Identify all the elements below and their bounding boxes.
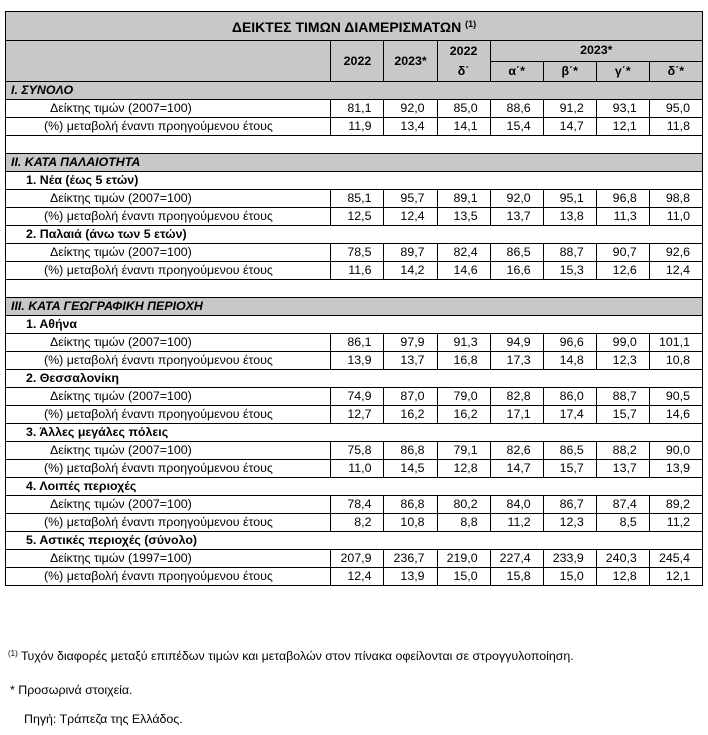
change-row: [6, 118, 703, 136]
value-cell: 11,8: [649, 118, 702, 136]
value-cell: 236,7: [384, 550, 437, 568]
value-cell: 86,5: [490, 244, 543, 262]
value-cell: 227,4: [490, 550, 543, 568]
value-cell: 12,3: [543, 514, 596, 532]
subsection-rest: 4. Λοιπές περιοχές: [6, 478, 703, 496]
price-index-table-container: [5, 11, 703, 586]
row-label: (%) μεταβολή έναντι προηγούμενου έτους: [6, 568, 331, 586]
index-row: [6, 244, 703, 262]
subsection-row: [6, 316, 703, 334]
value-cell: 207,9: [331, 550, 384, 568]
value-cell: 15,0: [543, 568, 596, 586]
value-cell: 8,2: [331, 514, 384, 532]
value-cell: 90,5: [649, 388, 702, 406]
header-quarter-4: δ΄*: [649, 61, 702, 82]
spacer-row: [6, 136, 703, 154]
row-label: (%) μεταβολή έναντι προηγούμενου έτους: [6, 118, 331, 136]
value-cell: 12,4: [331, 568, 384, 586]
value-cell: 89,1: [437, 190, 490, 208]
value-cell: 16,8: [437, 352, 490, 370]
value-cell: 12,8: [596, 568, 649, 586]
value-cell: 11,9: [331, 118, 384, 136]
value-cell: 14,5: [384, 460, 437, 478]
value-cell: 89,2: [649, 496, 702, 514]
section-region-title: III. ΚΑΤΑ ΓΕΩΓΡΑΦΙΚΗ ΠΕΡΙΟΧΗ: [6, 298, 703, 316]
header-q-2023-year: 2023*: [490, 41, 702, 62]
row-label: (%) μεταβολή έναντι προηγούμενου έτους: [6, 460, 331, 478]
value-cell: 12,1: [649, 568, 702, 586]
header-quarter-1: α΄*: [490, 61, 543, 82]
value-cell: 86,1: [331, 334, 384, 352]
section-total-title: I. ΣΥΝΟΛΟ: [6, 82, 703, 100]
row-label: Δείκτης τιμών (2007=100): [6, 100, 331, 118]
value-cell: 12,4: [649, 262, 702, 280]
value-cell: 16,2: [437, 406, 490, 424]
value-cell: 12,7: [331, 406, 384, 424]
value-cell: 11,0: [331, 460, 384, 478]
row-label: Δείκτης τιμών (2007=100): [6, 244, 331, 262]
value-cell: 87,4: [596, 496, 649, 514]
value-cell: 15,0: [437, 568, 490, 586]
index-row: [6, 334, 703, 352]
value-cell: 13,9: [649, 460, 702, 478]
value-cell: 88,6: [490, 100, 543, 118]
value-cell: 95,0: [649, 100, 702, 118]
value-cell: 88,7: [596, 388, 649, 406]
header-q-2022-year: 2022: [437, 41, 490, 62]
header-2023: 2023*: [384, 41, 437, 82]
change-row: [6, 568, 703, 586]
subsection-thessaloniki: 2. Θεσσαλονίκη: [6, 370, 703, 388]
row-label: Δείκτης τιμών (2007=100): [6, 496, 331, 514]
subsection-urban: 5. Αστικές περιοχές (σύνολο): [6, 532, 703, 550]
value-cell: 96,6: [543, 334, 596, 352]
row-label: Δείκτης τιμών (2007=100): [6, 190, 331, 208]
value-cell: 13,5: [437, 208, 490, 226]
footnote-rounding: $^{(1)}$ Τυχόν διαφορές μεταξύ επιπέδων τιμών και μεταβολών στον πίνακα οφείλονται σε στρογγυλοποίηση.: [8, 649, 574, 663]
value-cell: 92,0: [384, 100, 437, 118]
value-cell: 12,6: [596, 262, 649, 280]
value-cell: 11,0: [649, 208, 702, 226]
value-cell: 12,5: [331, 208, 384, 226]
value-cell: 86,8: [384, 442, 437, 460]
index-row: [6, 388, 703, 406]
subsection-athens: 1. Αθήνα: [6, 316, 703, 334]
value-cell: 99,0: [596, 334, 649, 352]
value-cell: 14,1: [437, 118, 490, 136]
value-cell: 11,6: [331, 262, 384, 280]
row-label: (%) μεταβολή έναντι προηγούμενου έτους: [6, 406, 331, 424]
value-cell: 95,1: [543, 190, 596, 208]
value-cell: 82,8: [490, 388, 543, 406]
value-cell: 75,8: [331, 442, 384, 460]
value-cell: 15,3: [543, 262, 596, 280]
value-cell: 86,7: [543, 496, 596, 514]
change-row: [6, 514, 703, 532]
value-cell: 17,1: [490, 406, 543, 424]
header-quarter-2: β΄*: [543, 61, 596, 82]
subsection-row: [6, 532, 703, 550]
value-cell: 90,7: [596, 244, 649, 262]
value-cell: 96,8: [596, 190, 649, 208]
index-row: [6, 100, 703, 118]
table-title: ΔΕΙΚΤΕΣ ΤΙΜΩΝ ΔΙΑΜΕΡΙΣΜΑΤΩΝ $^{(1)}$: [6, 12, 703, 41]
subsection-old: 2. Παλαιά (άνω των 5 ετών): [6, 226, 703, 244]
section-age-title: II. ΚΑΤΑ ΠΑΛΑΙΟΤΗΤΑ: [6, 154, 703, 172]
value-cell: 13,7: [384, 352, 437, 370]
value-cell: 13,4: [384, 118, 437, 136]
value-cell: 14,2: [384, 262, 437, 280]
subsection-row: [6, 172, 703, 190]
index-row: [6, 496, 703, 514]
subsection-row: [6, 370, 703, 388]
value-cell: 17,3: [490, 352, 543, 370]
value-cell: 10,8: [384, 514, 437, 532]
value-cell: 15,7: [543, 460, 596, 478]
value-cell: 88,7: [543, 244, 596, 262]
value-cell: 82,4: [437, 244, 490, 262]
section-row: [6, 154, 703, 172]
spacer-row: [6, 280, 703, 298]
header-label-cell: [6, 41, 331, 82]
value-cell: 79,0: [437, 388, 490, 406]
value-cell: 14,6: [437, 262, 490, 280]
row-label: (%) μεταβολή έναντι προηγούμενου έτους: [6, 208, 331, 226]
value-cell: 14,7: [543, 118, 596, 136]
footnote-provisional: * Προσωρινά στοιχεία.: [10, 683, 133, 697]
subsection-row: [6, 478, 703, 496]
value-cell: 11,2: [490, 514, 543, 532]
change-row: [6, 262, 703, 280]
index-row: [6, 550, 703, 568]
value-cell: 97,9: [384, 334, 437, 352]
value-cell: 93,1: [596, 100, 649, 118]
value-cell: 91,3: [437, 334, 490, 352]
value-cell: 86,0: [543, 388, 596, 406]
value-cell: 91,2: [543, 100, 596, 118]
value-cell: 78,4: [331, 496, 384, 514]
value-cell: 16,2: [384, 406, 437, 424]
value-cell: 87,0: [384, 388, 437, 406]
value-cell: 8,5: [596, 514, 649, 532]
change-row: [6, 208, 703, 226]
value-cell: 94,9: [490, 334, 543, 352]
value-cell: 13,9: [384, 568, 437, 586]
value-cell: 92,6: [649, 244, 702, 262]
value-cell: 82,6: [490, 442, 543, 460]
value-cell: 14,8: [543, 352, 596, 370]
row-label: Δείκτης τιμών (2007=100): [6, 442, 331, 460]
title-footnote-mark: (1): [465, 19, 477, 29]
row-label: (%) μεταβολή έναντι προηγούμενου έτους: [6, 262, 331, 280]
index-row: [6, 442, 703, 460]
value-cell: 15,8: [490, 568, 543, 586]
header-2022: 2022: [331, 41, 384, 82]
value-cell: 90,0: [649, 442, 702, 460]
value-cell: 81,1: [331, 100, 384, 118]
index-row: [6, 190, 703, 208]
value-cell: 13,9: [331, 352, 384, 370]
value-cell: 11,2: [649, 514, 702, 532]
value-cell: 12,3: [596, 352, 649, 370]
value-cell: 12,4: [384, 208, 437, 226]
row-label: (%) μεταβολή έναντι προηγούμενου έτους: [6, 514, 331, 532]
value-cell: 92,0: [490, 190, 543, 208]
value-cell: 12,8: [437, 460, 490, 478]
value-cell: 85,1: [331, 190, 384, 208]
header-q-2022-quarter: δ΄: [437, 61, 490, 82]
value-cell: 10,8: [649, 352, 702, 370]
value-cell: 16,6: [490, 262, 543, 280]
value-cell: 11,3: [596, 208, 649, 226]
value-cell: 17,4: [543, 406, 596, 424]
value-cell: 14,7: [490, 460, 543, 478]
value-cell: 80,2: [437, 496, 490, 514]
value-cell: 98,8: [649, 190, 702, 208]
value-cell: 84,0: [490, 496, 543, 514]
value-cell: 14,6: [649, 406, 702, 424]
value-cell: 8,8: [437, 514, 490, 532]
price-index-table: [5, 11, 703, 586]
change-row: [6, 352, 703, 370]
section-row: [6, 82, 703, 100]
header-quarter-3: γ΄*: [596, 61, 649, 82]
value-cell: 101,1: [649, 334, 702, 352]
value-cell: 89,7: [384, 244, 437, 262]
value-cell: 88,2: [596, 442, 649, 460]
value-cell: 15,7: [596, 406, 649, 424]
value-cell: 13,7: [490, 208, 543, 226]
subsection-other-cities: 3. Άλλες μεγάλες πόλεις: [6, 424, 703, 442]
footnote-mark: (1): [8, 649, 18, 658]
row-label: Δείκτης τιμών (2007=100): [6, 334, 331, 352]
value-cell: 13,7: [596, 460, 649, 478]
value-cell: 85,0: [437, 100, 490, 118]
value-cell: 13,8: [543, 208, 596, 226]
section-row: [6, 298, 703, 316]
row-label: Δείκτης τιμών (1997=100): [6, 550, 331, 568]
value-cell: 95,7: [384, 190, 437, 208]
value-cell: 245,4: [649, 550, 702, 568]
value-cell: 233,9: [543, 550, 596, 568]
value-cell: 86,8: [384, 496, 437, 514]
value-cell: 78,5: [331, 244, 384, 262]
value-cell: 240,3: [596, 550, 649, 568]
subsection-row: [6, 424, 703, 442]
value-cell: 219,0: [437, 550, 490, 568]
value-cell: 12,1: [596, 118, 649, 136]
value-cell: 86,5: [543, 442, 596, 460]
row-label: (%) μεταβολή έναντι προηγούμενου έτους: [6, 352, 331, 370]
subsection-row: [6, 226, 703, 244]
footnote-source: Πηγή: Τράπεζα της Ελλάδος.: [24, 712, 183, 726]
value-cell: 15,4: [490, 118, 543, 136]
subsection-new: 1. Νέα (έως 5 ετών): [6, 172, 703, 190]
change-row: [6, 406, 703, 424]
value-cell: 79,1: [437, 442, 490, 460]
change-row: [6, 460, 703, 478]
value-cell: 74,9: [331, 388, 384, 406]
row-label: Δείκτης τιμών (2007=100): [6, 388, 331, 406]
